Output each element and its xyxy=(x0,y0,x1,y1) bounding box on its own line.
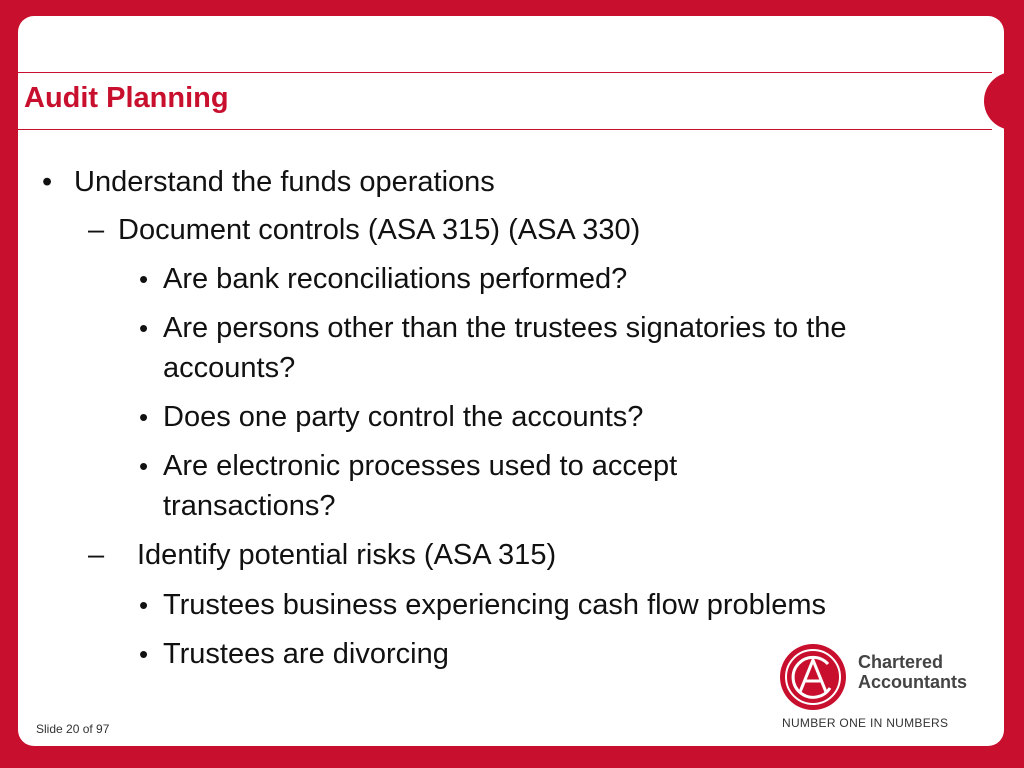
logo-name-line2: Accountants xyxy=(858,672,968,692)
bullet-text: Does one party control the accounts? xyxy=(163,401,644,433)
bullet-text: Trustees business experiencing cash flow problems xyxy=(163,589,827,621)
chartered-accountants-logo xyxy=(778,638,988,738)
bullet-marker: • xyxy=(139,590,149,620)
bullet-text: Identify potential risks (ASA 315) xyxy=(137,539,557,571)
slide-title: Audit Planning xyxy=(24,82,229,114)
dash-marker: – xyxy=(88,214,105,246)
bullet-item xyxy=(139,634,763,674)
logo-name xyxy=(858,652,998,692)
bullet-item xyxy=(139,397,983,437)
bullet-text: Document controls (ASA 315) (ASA 330) xyxy=(118,214,641,246)
slide-number: Slide 20 of 97 xyxy=(36,722,110,736)
bullet-marker: • xyxy=(139,402,149,432)
bullet-text: Are persons other than the trustees signatories to the accounts? xyxy=(163,312,847,384)
bullet-item xyxy=(139,259,983,299)
slide xyxy=(18,16,1004,746)
bullet-marker: • xyxy=(139,639,149,669)
bullet-marker: • xyxy=(139,264,149,294)
bullet-item xyxy=(88,210,968,250)
bullet-item xyxy=(139,308,983,388)
bullet-text: Are bank reconciliations performed? xyxy=(163,263,628,295)
bullet-marker: • xyxy=(42,166,53,198)
bullet-item xyxy=(139,446,803,526)
ca-monogram-icon xyxy=(778,642,848,712)
bullet-list xyxy=(18,16,1004,746)
bullet-text: Are electronic processes used to accept transactions? xyxy=(163,450,678,522)
bullet-item xyxy=(88,535,957,575)
bullet-text: Understand the funds operations xyxy=(74,166,495,198)
bullet-item xyxy=(42,162,954,202)
logo-name-line1: Chartered xyxy=(858,652,944,672)
bullet-marker: • xyxy=(139,313,149,343)
bullet-text: Trustees are divorcing xyxy=(163,638,449,670)
logo-tagline: NUMBER ONE IN NUMBERS xyxy=(782,716,949,730)
bullet-marker: • xyxy=(139,451,149,481)
bullet-item xyxy=(139,585,983,625)
dash-marker: – xyxy=(88,539,105,571)
